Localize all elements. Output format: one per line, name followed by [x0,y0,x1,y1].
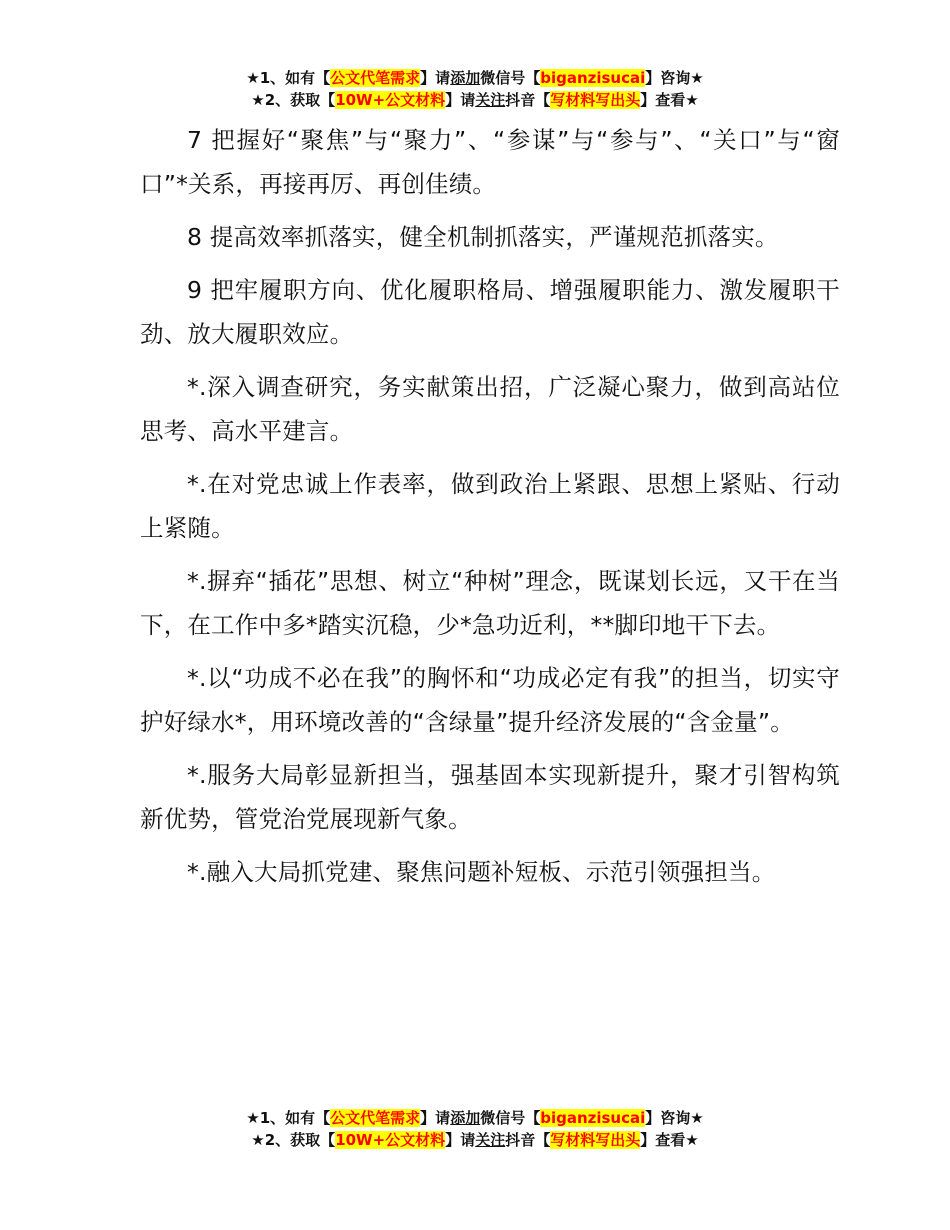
footer-underline-follow: 关注 [475,1131,506,1149]
header-line-2-text: 】请 [445,91,476,109]
footer-line-1-suffix: 】咨询★ [645,1109,704,1127]
footer-line-2-text: 】请 [445,1131,476,1149]
header-line-1 [0,67,950,89]
footer-banner [0,1107,950,1151]
footer-line-2-prefix: ★2、获取【 [251,1131,336,1149]
header-line-2-suffix: 】查看★ [640,91,699,109]
footer-line-1-text: 】请 [420,1109,451,1127]
header-line-2-prefix: ★2、获取【 [251,91,336,109]
footer-highlight-materials: 10W+公文材料 [335,1131,446,1149]
header-line-2-text-2: 抖音【 [505,91,551,109]
paragraph-9: *.融入大局抓党建、聚焦问题补短板、示范引领强担当。 [187,858,776,886]
header-highlight-douyin-account: 写材料写出头 [550,91,641,109]
paragraph-4: *.深入调查研究，务实献策出招，广泛凝心聚力，做到高站位思考、高水平建言。 [140,373,840,445]
document-body [140,118,840,903]
paragraph-3: 9 把牢履职方向、优化履职格局、增强履职能力、激发履职干劲、放大履职效应。 [140,276,840,348]
header-line-1-text-2: 微信号【 [480,69,541,87]
footer-underline-add: 添加 [450,1109,481,1127]
header-highlight-materials: 10W+公文材料 [335,91,446,109]
footer-line-2-text-2: 抖音【 [505,1131,551,1149]
header-underline-follow: 关注 [475,91,506,109]
header-highlight-ghostwriting: 公文代笔需求 [330,69,421,87]
header-highlight-wechat-id: biganzisucai [540,69,646,87]
footer-highlight-wechat-id: biganzisucai [540,1109,646,1127]
header-line-2 [0,89,950,111]
footer-line-2-suffix: 】查看★ [640,1131,699,1149]
header-line-1-text: 】请 [420,69,451,87]
footer-line-1-text-2: 微信号【 [480,1109,541,1127]
paragraph-2: 8 提高效率抓落实，健全机制抓落实，严谨规范抓落实。 [187,223,779,251]
footer-line-1 [0,1107,950,1129]
paragraph-7: *.以“功成不必在我”的胸怀和“功成必定有我”的担当，切实守护好绿水*，用环境改善的“含绿量”提升经济发展的“含金量”。 [140,664,840,736]
footer-line-1-prefix: ★1、如有【 [246,1109,331,1127]
paragraph-5: *.在对党忠诚上作表率，做到政治上紧跟、思想上紧贴、行动上紧随。 [140,470,840,542]
header-underline-add: 添加 [450,69,481,87]
header-line-1-suffix: 】咨询★ [645,69,704,87]
header-banner [0,67,950,111]
footer-highlight-douyin-account: 写材料写出头 [550,1131,641,1149]
footer-line-2 [0,1129,950,1151]
paragraph-1: 7 把握好“聚焦”与“聚力”、“参谋”与“参与”、“关口”与“窗口”*关系，再接再厉、再创佳绩。 [140,126,840,198]
paragraph-6: *.摒弃“插花”思想、树立“种树”理念，既谋划长远，又干在当下，在工作中多*踏实沉稳，少*急功近利，**脚印地干下去。 [140,567,840,639]
footer-highlight-ghostwriting: 公文代笔需求 [330,1109,421,1127]
header-line-1-prefix: ★1、如有【 [246,69,331,87]
paragraph-8: *.服务大局彰显新担当，强基固本实现新提升，聚才引智构筑新优势，管党治党展现新气象。 [140,761,840,833]
